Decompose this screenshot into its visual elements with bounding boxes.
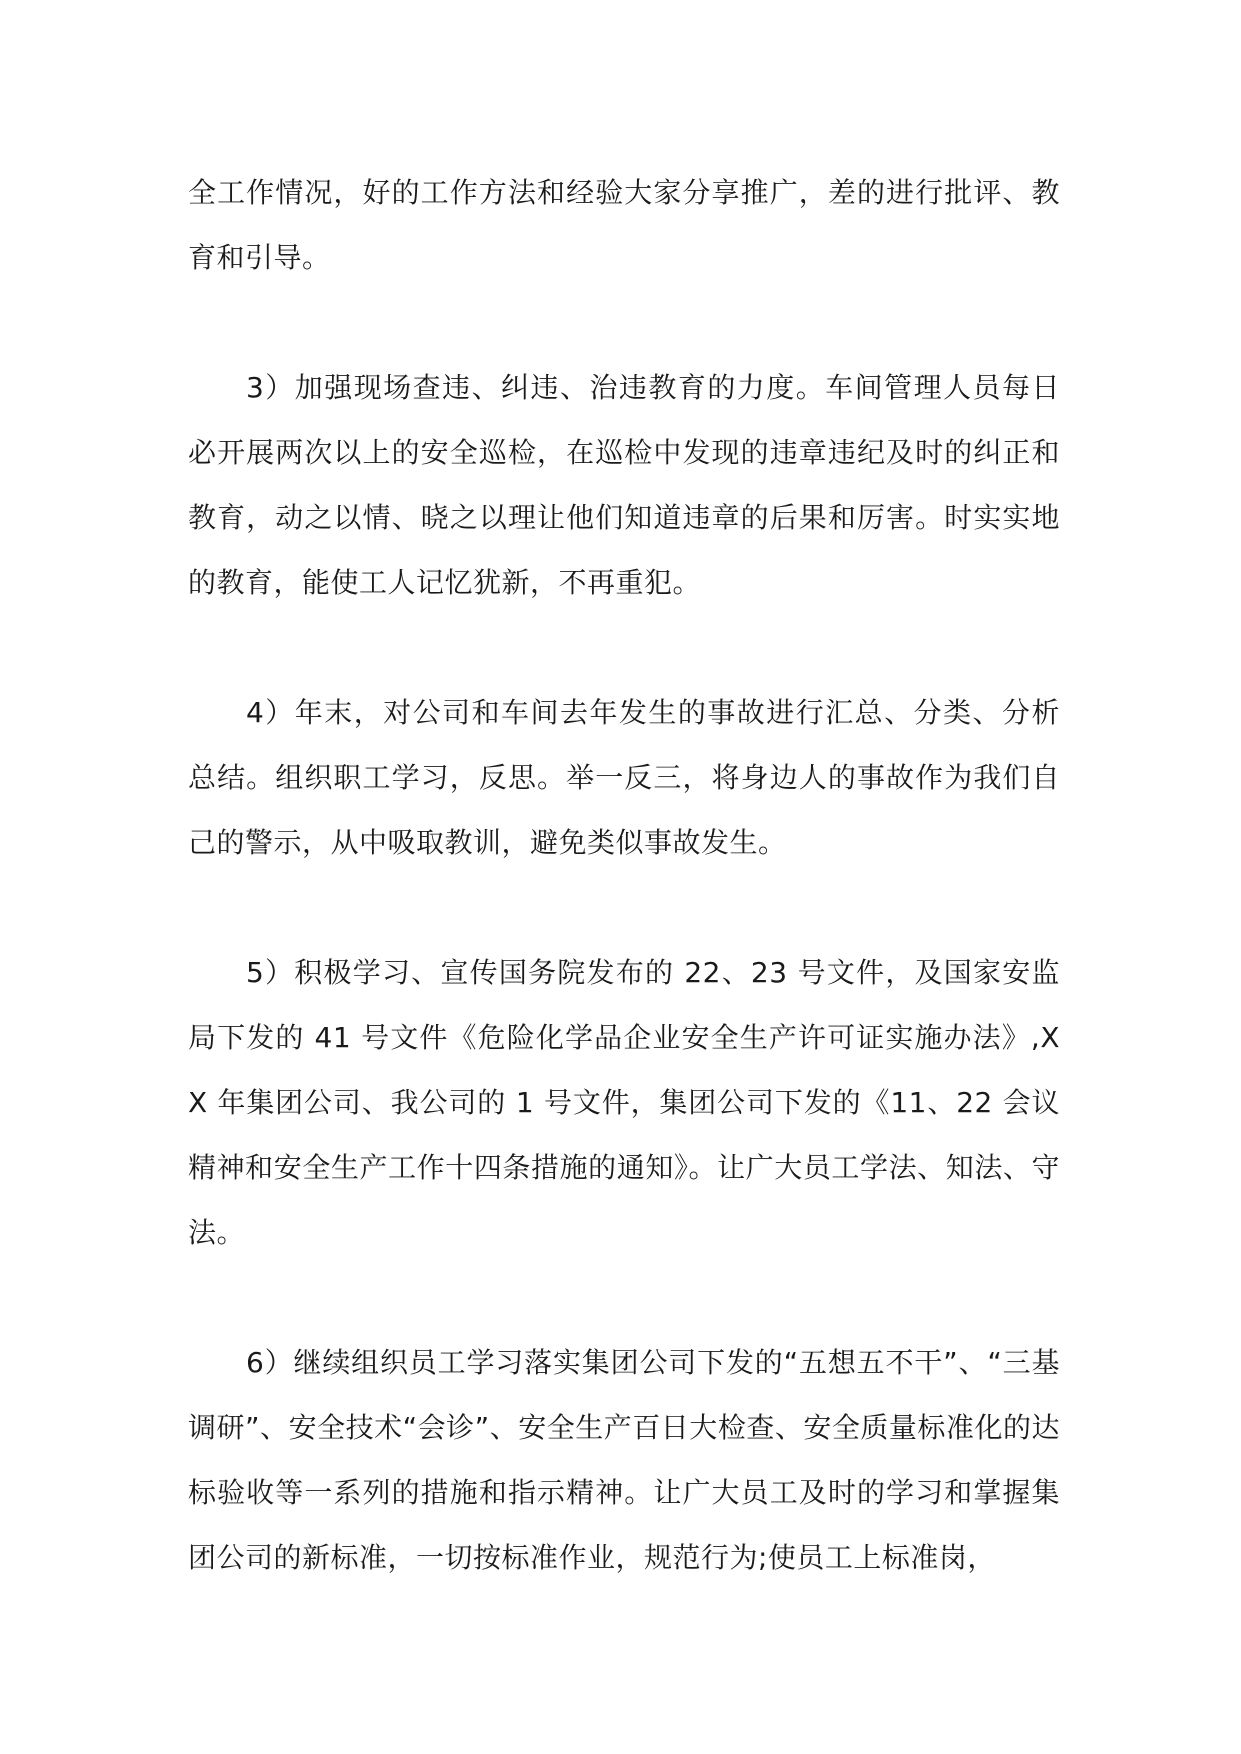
paragraph-continuation: 全工作情况，好的工作方法和经验大家分享推广，差的进行批评、教育和引导。	[188, 176, 1060, 274]
paragraph-item-5: 5）积极学习、宣传国务院发布的 22、23 号文件，及国家安监局下发的 41 号文件《危险化学品企业安全生产许可证实施办法》,XX 年集团公司、我公司的 1 号文件，集团公司下发的《11、22 会议精神和安全生产工作十四条措施的通知》。让广大员工学法、知法、守法。	[188, 956, 1060, 1249]
paragraph-item-4: 4）年末，对公司和车间去年发生的事故进行汇总、分类、分析总结。组织职工学习，反思。举一反三，将身边人的事故作为我们自己的警示，从中吸取教训，避免类似事故发生。	[188, 696, 1060, 859]
document-body	[188, 160, 1060, 1590]
paragraph-spacer	[188, 290, 1060, 355]
paragraph-item-6: 6）继续组织员工学习落实集团公司下发的“五想五不干”、“三基调研”、安全技术“会诊”、安全生产百日大检查、安全质量标准化的达标验收等一系列的措施和指示精神。让广大员工及时的学习和掌握集团公司的新标准，一切按标准作业，规范行为;使员工上标准岗，	[188, 1346, 1060, 1574]
paragraph-spacer	[188, 1265, 1060, 1330]
paragraph-item-3: 3）加强现场查违、纠违、治违教育的力度。车间管理人员每日必开展两次以上的安全巡检，在巡检中发现的违章违纪及时的纠正和教育，动之以情、晓之以理让他们知道违章的后果和厉害。时实实地的教育，能使工人记忆犹新，不再重犯。	[188, 371, 1060, 599]
paragraph-spacer	[188, 875, 1060, 940]
paragraph-spacer	[188, 615, 1060, 680]
